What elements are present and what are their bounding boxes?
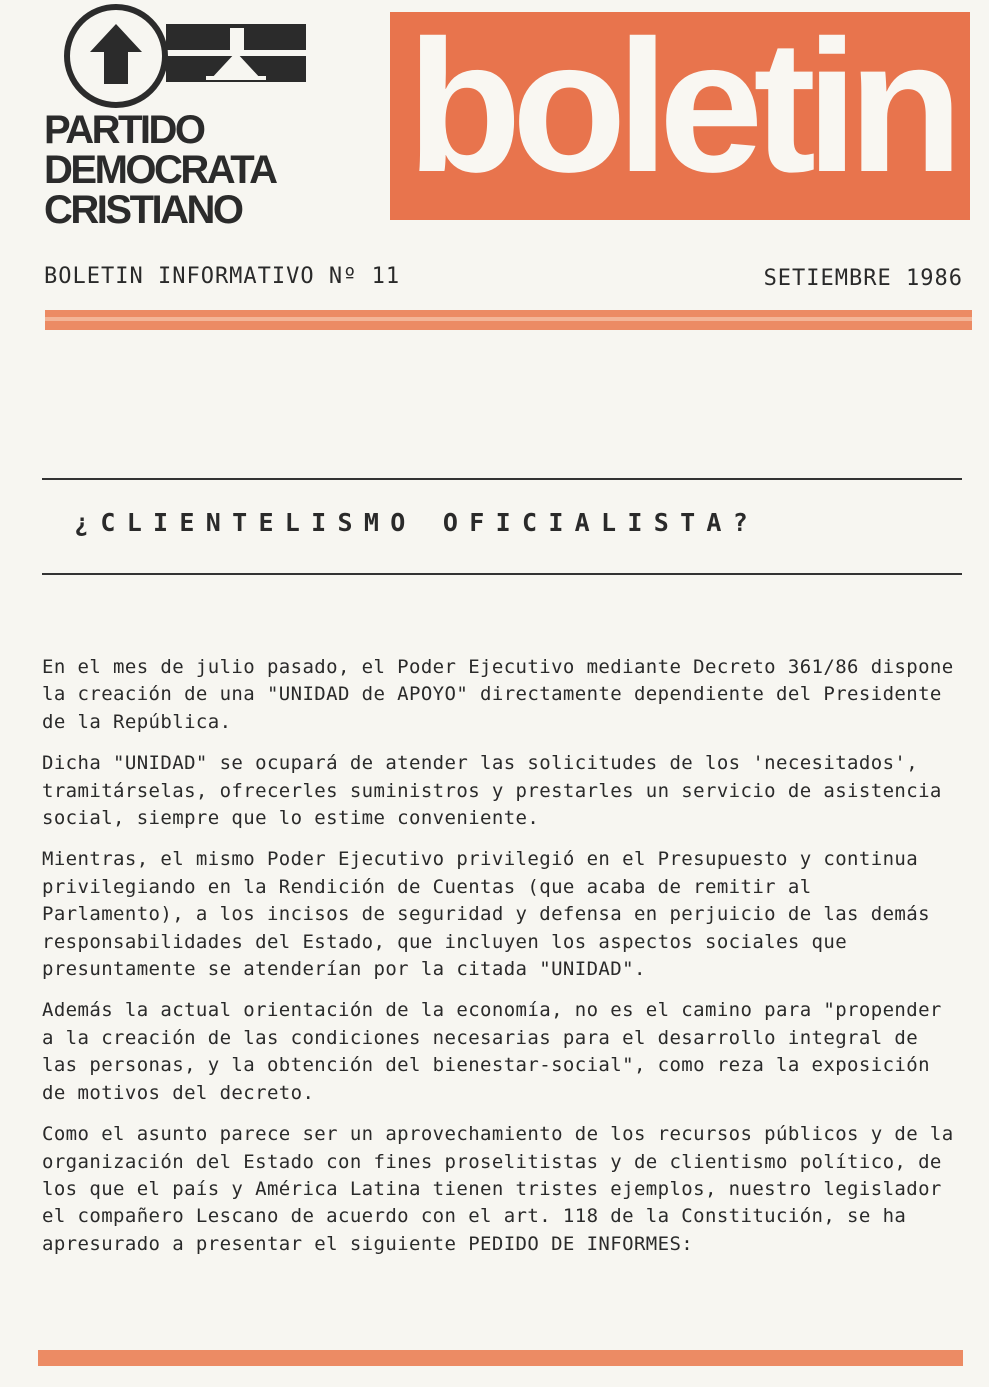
paragraph-4: Además la actual orientación de la economía, no es el camino para "propender a la creación de las condiciones necesarias para el desarrollo integral de las personas, y la obtención del bienestar-social", como reza la exposición de motivos del decreto. <box>42 999 942 1104</box>
masthead-title: boletin <box>406 1 954 211</box>
sunrise-emblem-icon <box>166 22 306 84</box>
issue-label: BOLETIN INFORMATIVO Nº 11 <box>44 264 401 289</box>
title-top-rule <box>42 478 962 480</box>
masthead-banner <box>390 1 970 220</box>
article-body <box>42 654 958 1272</box>
party-emblem-icon <box>62 2 170 110</box>
paragraph-3: Mientras, el mismo Poder Ejecutivo privilegió en el Presupuesto y continua privilegiando en la Rendición de Cuentas (que acaba de remitir al Parlamento), a los incisos de seguridad y defensa en perjuicio de las demás responsabilidades del Estado, que incluyen los aspectos sociales que presuntamente se atenderían por la citada "UNIDAD". <box>42 848 930 981</box>
issue-date: SETIEMBRE 1986 <box>763 266 963 291</box>
title-bottom-rule <box>42 573 962 575</box>
paragraph-1: En el mes de julio pasado, el Poder Ejecutivo mediante Decreto 361/86 dispone la creación de una "UNIDAD de APOYO" directamente dependiente del Presidente de la República. <box>42 656 954 733</box>
party-name <box>44 110 334 230</box>
party-logo <box>44 0 314 245</box>
party-name-line-1: PARTIDO <box>44 108 204 152</box>
header-divider-band <box>45 310 972 330</box>
article-title: ¿CLIENTELISMO OFICIALISTA? <box>74 508 760 537</box>
paragraph-5: Como el asunto parece ser un aprovechamiento de los recursos públicos y de la organización del Estado con fines proselitistas y de clientismo político, de los que el país y América Latina tienen tristes ejemplos, nuestro legislador el compañero Lescano de acuerdo con el art. 118 de la Constitución, se ha apresurado a presentar el siguiente PEDIDO DE INFORMES: <box>42 1123 954 1255</box>
party-name-line-3: CRISTIANO <box>44 188 242 232</box>
party-name-line-2: DEMOCRATA <box>44 148 276 192</box>
paragraph-2: Dicha "UNIDAD" se ocupará de atender las solicitudes de los 'necesitados', tramitárselas, ofrecerles suministros y prestarles un servicio de asistencia social, siempre que lo estime conveniente. <box>42 752 942 830</box>
footer-divider-band <box>38 1350 963 1366</box>
